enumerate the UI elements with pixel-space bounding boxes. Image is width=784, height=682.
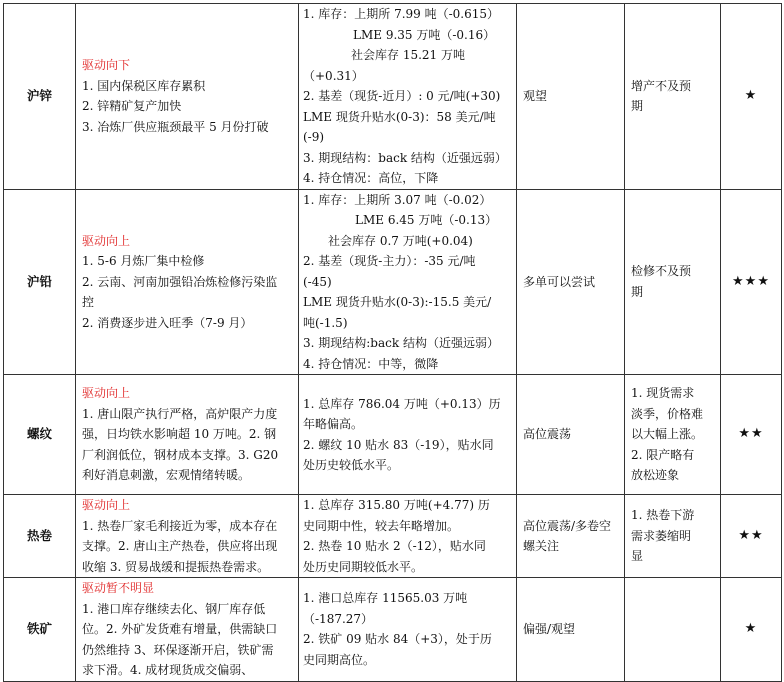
risk-line: 期 <box>631 99 644 114</box>
data-line: 史同期中性，较去年略增加。 <box>303 518 460 533</box>
reason-line: 1. 5-6 月炼厂集中检修 <box>82 254 205 268</box>
market-view: 多单可以尝试 <box>517 189 625 375</box>
reason-line: 1. 港口库存继续去化、钢厂库存低 <box>82 601 266 616</box>
risk-cell <box>625 578 721 682</box>
risk-line: 显 <box>631 549 644 564</box>
reason-line: 厂利润低位，钢材成本支撑。3. G20 <box>82 447 279 462</box>
data-line: 2. 基差（现货-主力）：-35 元/吨 <box>303 254 476 268</box>
data-line: 2. 基差（现货-近月）: 0 元/吨(+30) <box>303 89 501 103</box>
commodity-name: 沪锌 <box>4 4 76 190</box>
reason-line: 支撑。2. 唐山主产热卷，供应将出现 <box>82 539 278 553</box>
data-cell <box>299 4 517 190</box>
table-row <box>4 4 782 190</box>
data-line: 史同期高位。 <box>303 652 376 667</box>
market-view: 高位震荡/多卷空螺关注 <box>517 495 625 578</box>
driver-cell <box>76 578 299 682</box>
data-line: 年略偏高。 <box>303 417 364 431</box>
market-view: 观望 <box>517 4 625 190</box>
data-line: 4. 持仓情况：高位，下降 <box>303 171 439 185</box>
risk-line: 检修不及预 <box>631 264 692 279</box>
reason-line: 3. 冶炼厂供应瓶颈最平 5 月份打破 <box>82 119 269 134</box>
risk-line: 以大幅上涨。 <box>631 427 704 442</box>
data-line: (-9) <box>303 130 325 144</box>
reason-line: 强，日均铁水影响超 10 万吨。2. 钢 <box>82 427 277 442</box>
driver-direction: 驱动向上 <box>82 498 131 512</box>
reason-line: 控 <box>82 295 95 309</box>
data-line: 社会库存 15.21 万吨 <box>351 48 465 62</box>
risk-line: 需求萎缩明 <box>631 528 692 543</box>
risk-cell <box>625 4 721 190</box>
reason-line: 仍然维持 3、环保逐渐开启，铁矿需 <box>82 642 274 657</box>
risk-line: 1. 现货需求 <box>631 386 695 401</box>
market-view: 高位震荡 <box>517 375 625 495</box>
reason-line: 2. 锌精矿复产加快 <box>82 99 182 114</box>
reason-line: 求下滑。4. 成材现货成交偏弱、 <box>82 663 254 677</box>
table-row <box>4 375 782 495</box>
rating-stars: ★ <box>721 4 782 190</box>
data-cell <box>299 375 517 495</box>
reason-line: 1. 国内保税区库存累积 <box>82 78 206 93</box>
driver-direction: 驱动暂不明显 <box>82 581 155 595</box>
table-row <box>4 578 782 682</box>
data-line: LME 现货升贴水(0-3):-15.5 美元/ <box>303 295 492 309</box>
reason-line: 收缩 3. 贸易战缓和提振热卷需求。 <box>82 559 270 574</box>
driver-cell <box>76 495 299 578</box>
reason-line: 1. 热卷厂家毛利接近为零，成本存在 <box>82 518 278 533</box>
data-line: 4. 持仓情况：中等，微降 <box>303 356 439 371</box>
data-cell <box>299 578 517 682</box>
rating-stars: ★ <box>721 578 782 682</box>
data-line: LME 6.45 万吨（-0.13） <box>355 213 498 227</box>
driver-cell <box>76 189 299 375</box>
data-line: LME 9.35 万吨（-0.16） <box>353 27 496 42</box>
data-line: 处历史较低水平。 <box>303 458 400 472</box>
table-row <box>4 189 782 375</box>
driver-cell <box>76 375 299 495</box>
rating-stars: ★★ <box>721 495 782 578</box>
data-line: 2. 铁矿 09 贴水 84（+3），处于历 <box>303 632 492 647</box>
data-line: 处历史同期较低水平。 <box>303 559 424 574</box>
data-line: （-187.27） <box>303 611 374 626</box>
data-line: 2. 螺纹 10 贴水 83（-19），贴水同 <box>303 437 494 452</box>
commodity-name: 沪铅 <box>4 189 76 375</box>
reason-line: 利好消息刺激，宏观情绪转暖。 <box>82 468 251 483</box>
futures-analysis-table <box>3 3 782 682</box>
data-cell <box>299 189 517 375</box>
data-line: 1. 库存：上期所 3.07 吨（-0.02） <box>303 192 492 207</box>
data-line: 1. 总库存 315.80 万吨(+4.77) 历 <box>303 498 490 512</box>
commodity-name: 热卷 <box>4 495 76 578</box>
risk-line: 2. 限产略有 <box>631 447 695 462</box>
data-line: LME 现货升贴水(0-3)：58 美元/吨 <box>303 109 496 124</box>
data-line: 1. 总库存 786.04 万吨（+0.13）历 <box>303 396 501 411</box>
risk-line: 放松迹象 <box>631 468 680 483</box>
risk-line: 淡季，价格难 <box>631 406 704 421</box>
market-view: 偏强/观望 <box>517 578 625 682</box>
reason-line: 2. 消费逐步进入旺季（7-9 月） <box>82 315 253 330</box>
data-line: (-45) <box>303 274 332 289</box>
data-line: 1. 库存：上期所 7.99 吨（-0.615） <box>303 7 500 21</box>
data-cell <box>299 495 517 578</box>
commodity-name: 螺纹 <box>4 375 76 495</box>
data-line: 3. 期现结构：back 结构（近强远弱） <box>303 150 507 165</box>
data-line: 3. 期现结构:back 结构（近强远弱） <box>303 336 499 350</box>
risk-cell <box>625 375 721 495</box>
rating-stars: ★★ <box>721 375 782 495</box>
commodity-name: 铁矿 <box>4 578 76 682</box>
reason-line: 2. 云南、河南加强铅冶炼检修污染监 <box>82 274 278 289</box>
data-line: 社会库存 0.7 万吨(+0.04) <box>328 233 473 248</box>
data-line: 2. 热卷 10 贴水 2（-12），贴水同 <box>303 539 486 553</box>
table-row <box>4 495 782 578</box>
risk-cell <box>625 495 721 578</box>
driver-direction: 驱动向下 <box>82 58 131 73</box>
reason-line: 位。2. 外矿发货难有增量，供需缺口 <box>82 622 278 636</box>
risk-cell <box>625 189 721 375</box>
reason-line: 1. 唐山限产执行严格，高炉限产力度 <box>82 406 278 421</box>
driver-cell <box>76 4 299 190</box>
risk-line: 增产不及预 <box>631 78 692 93</box>
data-line: 1. 港口总库存 11565.03 万吨 <box>303 591 468 606</box>
data-line: 吨(-1.5) <box>303 315 348 330</box>
rating-stars: ★★★ <box>721 189 782 375</box>
driver-direction: 驱动向上 <box>82 386 131 401</box>
risk-line: 期 <box>631 284 644 299</box>
driver-direction: 驱动向上 <box>82 233 131 248</box>
risk-line: 1. 热卷下游 <box>631 508 695 523</box>
data-line: （+0.31） <box>303 68 364 83</box>
